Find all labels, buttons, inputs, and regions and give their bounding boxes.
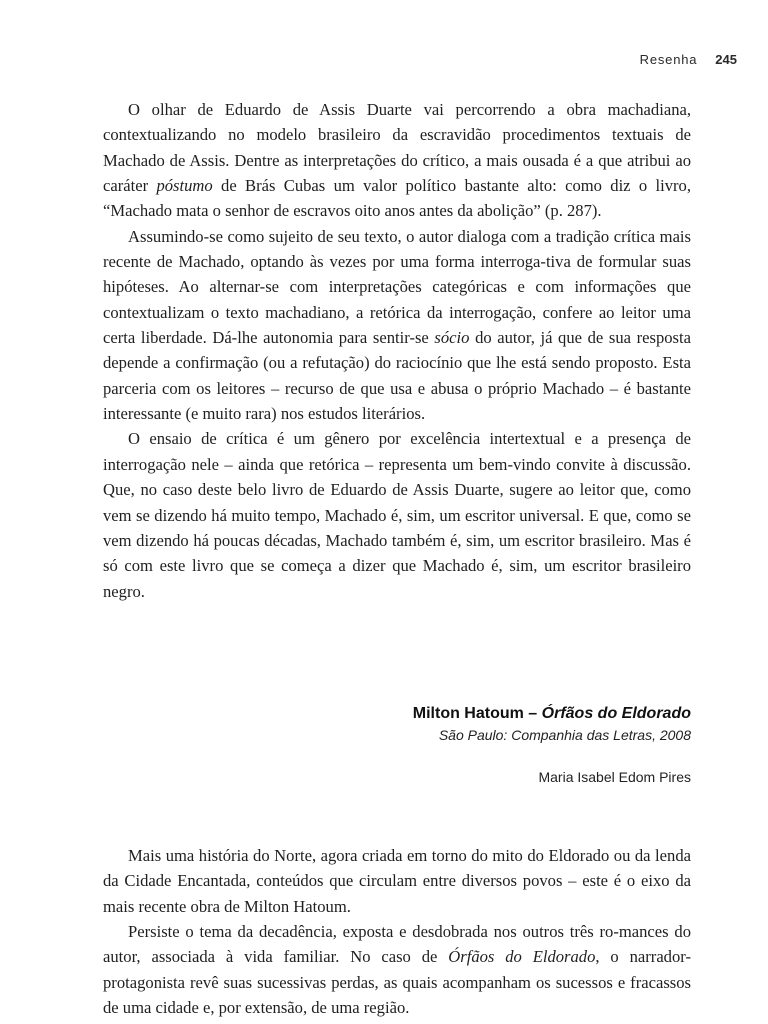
paragraph: O olhar de Eduardo de Assis Duarte vai percorrendo a obra machadiana, contextualizando no modelo brasileiro da escravidão procedimentos textuais de Machado de Assis. Dentre as interpretações do crítico, a mais ousada é a que atribui ao caráter póstumo de Brás Cubas um valor político bastante alto: como diz o livro, “Machado mata o senhor de escravos oito anos antes da abolição” (p. 287). xyxy=(103,100,691,221)
paragraph: Assumindo-se como sujeito de seu texto, o autor dialoga com a tradição crítica mais recente de Machado, optando às vezes por uma forma interroga-tiva de formular suas hipóteses. Ao alternar-se com interpretações categóricas e com informações que contextualizam o texto machadiano, a retórica da interrogação, confere ao leitor uma certa liberdade. Dá-lhe autonomia para sentir-se sócio do autor, já que de sua resposta depende a confirmação (ou a refutação) do raciocínio que lhe está sendo proposto. Esta parceria com os leitores – recurso de que usa e abusa o próprio Machado – é bastante interessante (e muito rara) nos estudos literários. xyxy=(103,226,691,424)
emphasis: póstumo xyxy=(156,176,213,196)
paragraph: Mais uma história do Norte, agora criada em torno do mito do Eldorado ou da lenda da Cidade Encantada, conteúdos que circulam entre diversos povos – este é o eixo da mais recente obra de Milton Hatoum. xyxy=(103,846,691,916)
paragraph: O ensaio de crítica é um gênero por excelência intertextual e a presença de interrogação nele – ainda que retórica – representa um bem-vindo convite à discussão. Que, no caso deste belo livro de Eduardo de Assis Duarte, sugere ao leitor que, como vem se dizendo há muito tempo, Machado é, sim, um escritor universal. E que, como se vem dizendo há poucas décadas, Machado também é, sim, um escritor brasileiro. Mas é só com este livro que se começa a dizer que Machado é, sim, um escritor brasileiro negro. xyxy=(103,429,691,601)
book-author: Milton Hatoum xyxy=(412,705,524,722)
review-2-body xyxy=(103,843,691,1020)
emphasis: Órfãos do Eldorado xyxy=(448,947,596,967)
section-title: Resenha xyxy=(639,52,698,67)
review-1-body xyxy=(103,97,691,604)
review-2-heading xyxy=(103,703,691,787)
book-title: Órfãos do Eldorado xyxy=(541,705,691,722)
book-citation: Milton Hatoum – Órfãos do Eldorado xyxy=(412,705,691,722)
reviewer-name: Maria Isabel Edom Pires xyxy=(538,769,691,785)
running-header xyxy=(640,52,737,67)
emphasis: sócio xyxy=(434,328,470,348)
paragraph: Persiste o tema da decadência, exposta e desdobrada nos outros três ro-mances do autor, associada à vida familiar. No caso de Órfãos do Eldorado, o narrador-protagonista revê suas sucessivas perdas, as quais acompanham os sucessos e fracassos de uma cidade e, por extensão, de uma região. xyxy=(103,922,691,1018)
page-number: 245 xyxy=(715,52,737,67)
publication-info: São Paulo: Companhia das Letras, 2008 xyxy=(438,727,691,743)
